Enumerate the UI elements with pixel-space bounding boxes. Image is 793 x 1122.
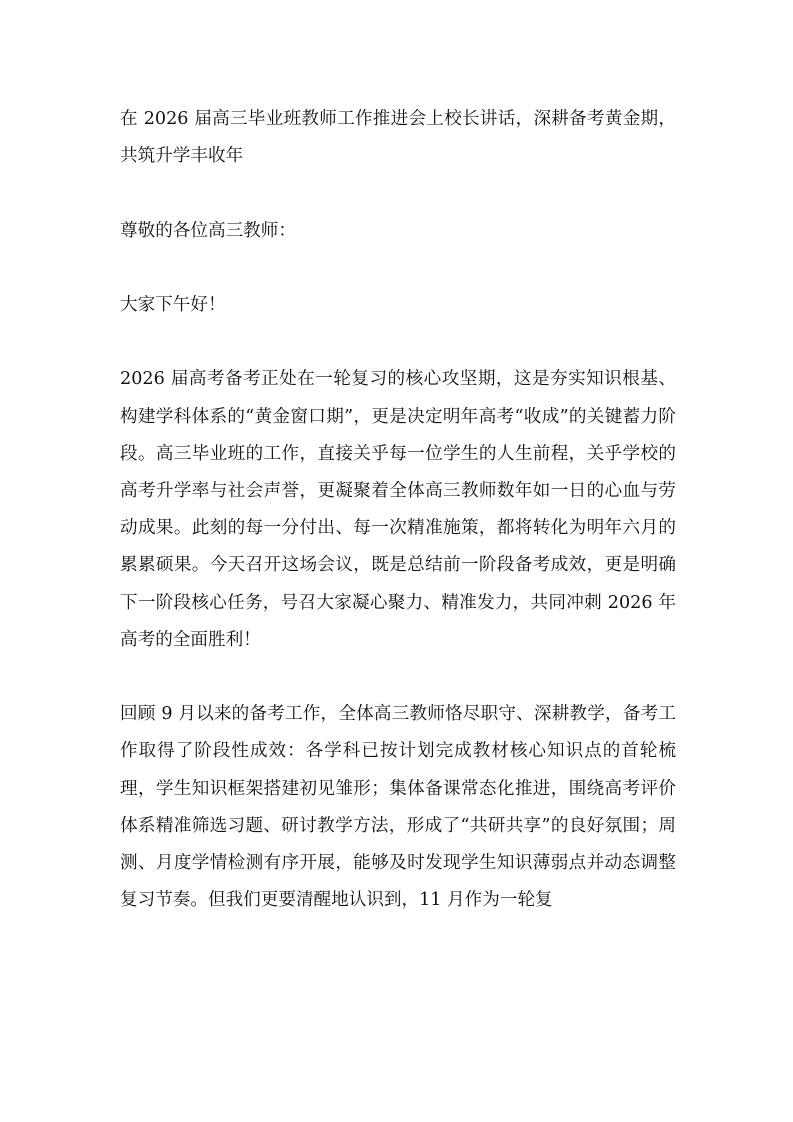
document-page (120, 101, 676, 957)
body-paragraph-2: 回顾 9 月以来的备考工作，全体高三教师恪尽职守、深耕教学，备考工作取得了阶段性成效：各学科已按计划完成教材核心知识点的首轮梳理，学生知识框架搭建初见雏形；集体备课常态化推进，围绕高考评价体系精准筛选习题、研讨教学方法，形成了“共研共享”的良好氛围；周测、月度学情检测有序开展，能够及时发现学生知识薄弱点并动态调整复习节奏。但我们更要清醒地认识到，11 月作为一轮复 (120, 704, 676, 911)
salutation: 尊敬的各位高三教师： (120, 220, 296, 241)
greeting: 大家下午好！ (120, 294, 226, 315)
body-paragraph-1: 2026 届高考备考正处在一轮复习的核心攻坚期，这是夯实知识根基、构建学科体系的“黄金窗口期”，更是决定明年高考“收成”的关键蓄力阶段。高三毕业班的工作，直接关乎每一位学生的人生前程，关乎学校的高考升学率与社会声誉，更凝聚着全体高三教师数年如一日的心血与劳动成果。此刻的每一分付出、每一次精准施策，都将转化为明年六月的累累硕果。今天召开这场会议，既是总结前一阶段备考成效，更是明确下一阶段核心任务，号召大家凝心聚力、精准发力，共同冲刺 2026 年高考的全面胜利！ (120, 369, 676, 650)
document-title: 在 2026 届高三毕业班教师工作推进会上校长讲话，深耕备考黄金期，共筑升学丰收年 (120, 109, 676, 167)
